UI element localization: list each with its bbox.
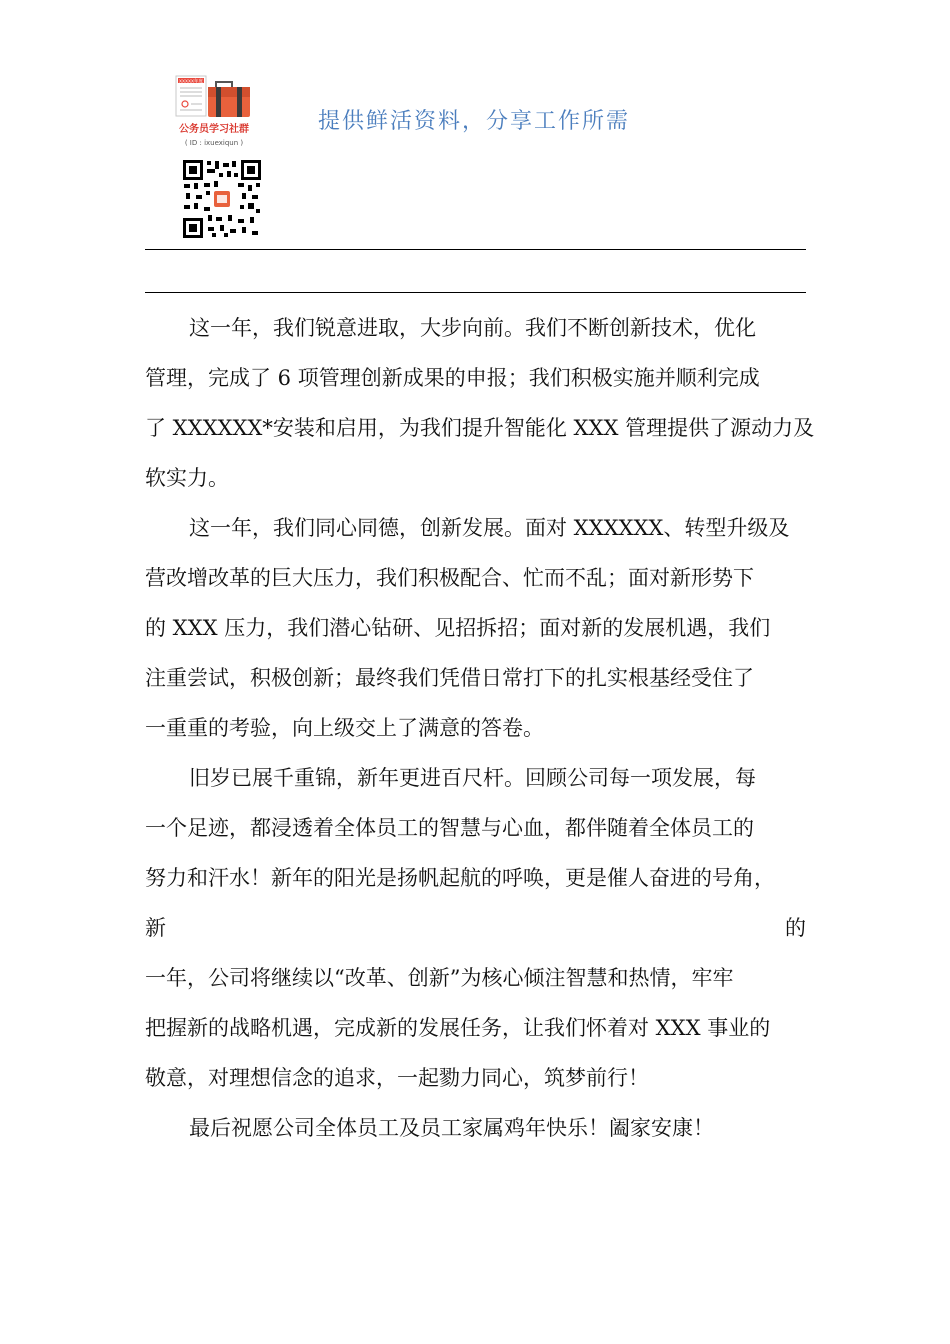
text-line: 努力和汗水！新年的阳光是扬帆起航的呼唤，更是催人奋进的号角， [145,866,775,890]
text-line: 这一年，我们同心同德，创新发展。面对 XXXXXX、转型升级及 [189,516,790,540]
split-word-right: 的 [785,916,806,940]
logo-badge-text: XXXXX年度 [178,78,204,84]
text-line: 最后祝愿公司全体员工及员工家属鸡年快乐！阖家安康！ [189,1116,714,1140]
briefcase-logo-icon [172,74,256,156]
document-header [0,0,950,300]
text-line: 营改增改革的巨大压力，我们积极配合、忙而不乱；面对新形势下 [145,566,754,590]
text-line: 旧岁已展千重锦，新年更进百尺杆。回顾公司每一项发展，每 [189,766,756,790]
header-tagline: 提供鲜活资料，分享工作所需 [318,109,631,134]
text-line: 的 XXX 压力，我们潜心钻研、见招拆招；面对新的发展机遇，我们 [145,616,771,640]
text-line: 一个足迹，都浸透着全体员工的智慧与心血，都伴随着全体员工的 [145,816,754,840]
paragraph-2 [145,503,806,753]
text-line: 一重重的考验，向上级交上了满意的答卷。 [145,716,544,740]
qr-code-icon [182,159,262,239]
logo-id-text: ( ID : ixuexiqun ) [184,139,244,147]
text-line: 软实力。 [145,466,229,490]
text-line: 管理，完成了 6 项管理创新成果的申报；我们积极实施并顺利完成 [145,366,760,390]
text-line: 一年，公司将继续以“改革、创新”为核心倾注智慧和热情，牢牢 [145,966,734,990]
header-divider-top [145,249,806,250]
text-line: 这一年，我们锐意进取，大步向前。我们不断创新技术，优化 [189,316,756,340]
text-line-justified [145,903,806,953]
paragraph-3 [145,753,806,1103]
article-body [145,303,815,1153]
paragraph-4 [145,1103,806,1153]
text-line: 注重尝试，积极创新；最终我们凭借日常打下的扎实根基经受住了 [145,666,754,690]
text-line: 把握新的战略机遇，完成新的发展任务，让我们怀着对 XXX 事业的 [145,1016,771,1040]
header-divider-bottom [145,292,806,293]
text-line: 敬意，对理想信念的追求，一起勠力同心，筑梦前行！ [145,1066,649,1090]
logo-brand-text: 公务员学习社群 [179,124,249,135]
paragraph-1 [145,303,815,503]
split-word-left: 新 [145,916,166,940]
text-line: 了 XXXXXX*安装和启用，为我们提升智能化 XXX 管理提供了源动力及 [145,416,815,440]
